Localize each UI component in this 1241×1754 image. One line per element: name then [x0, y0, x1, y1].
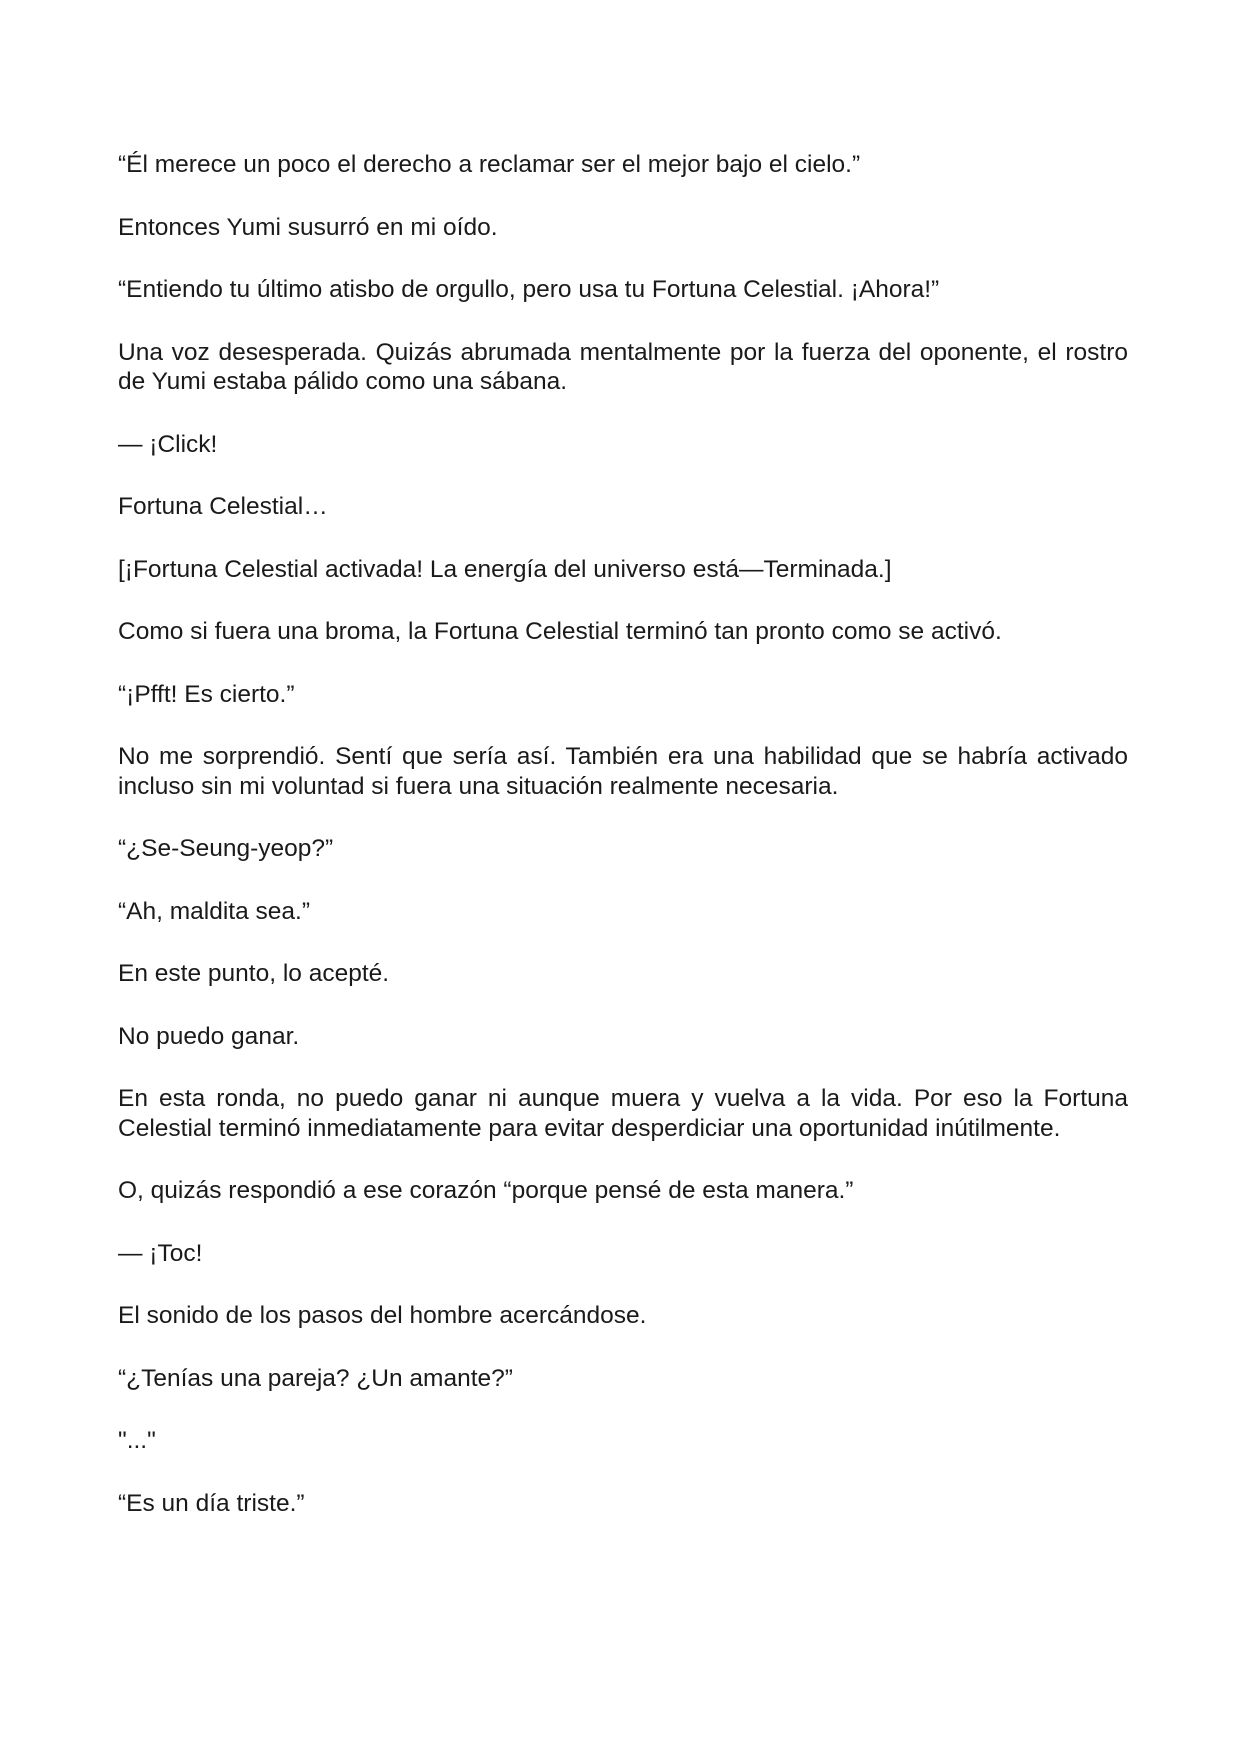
paragraph: En esta ronda, no puedo ganar ni aunque muera y vuelva a la vida. Por eso la Fortuna Celestial terminó inmediatamente para evitar desperdiciar una oportunidad inútilmente. — [118, 1085, 1128, 1142]
paragraph: “¿Se-Seung-yeop?” — [118, 835, 334, 862]
paragraph: El sonido de los pasos del hombre acercándose. — [118, 1302, 647, 1329]
paragraph: "..." — [118, 1427, 156, 1454]
paragraph: “Entiendo tu último atisbo de orgullo, pero usa tu Fortuna Celestial. ¡Ahora!” — [118, 276, 940, 303]
paragraph: “Ah, maldita sea.” — [118, 897, 310, 925]
paragraph: No me sorprendió. Sentí que sería así. También era una habilidad que se habría activado incluso sin mi voluntad si fuera una situación realmente necesaria. — [118, 743, 1128, 800]
paragraph: Fortuna Celestial… — [118, 493, 328, 520]
paragraph: Como si fuera una broma, la Fortuna Celestial terminó tan pronto como se activó. — [118, 618, 1002, 645]
paragraph: — ¡Click! — [118, 430, 218, 458]
paragraph: O, quizás respondió a ese corazón “porque pensé de esta manera.” — [118, 1177, 854, 1204]
paragraph: En este punto, lo acepté. — [118, 960, 390, 987]
paragraph: “Él merece un poco el derecho a reclamar ser el mejor bajo el cielo.” — [118, 151, 861, 178]
paragraph: [¡Fortuna Celestial activada! La energía del universo está—Terminada.] — [118, 555, 892, 583]
paragraph: “Es un día triste.” — [118, 1489, 305, 1517]
paragraph: — ¡Toc! — [118, 1239, 203, 1267]
paragraph: No puedo ganar. — [118, 1022, 300, 1050]
paragraph: Una voz desesperada. Quizás abrumada mentalmente por la fuerza del oponente, el rostro de Yumi estaba pálido como una sábana. — [118, 338, 1128, 395]
paragraph: “¡Pfft! Es cierto.” — [118, 680, 295, 708]
paragraph: Entonces Yumi susurró en mi oído. — [118, 213, 498, 241]
document-body — [118, 150, 1128, 1551]
paragraph: “¿Tenías una pareja? ¿Un amante?” — [118, 1364, 513, 1392]
